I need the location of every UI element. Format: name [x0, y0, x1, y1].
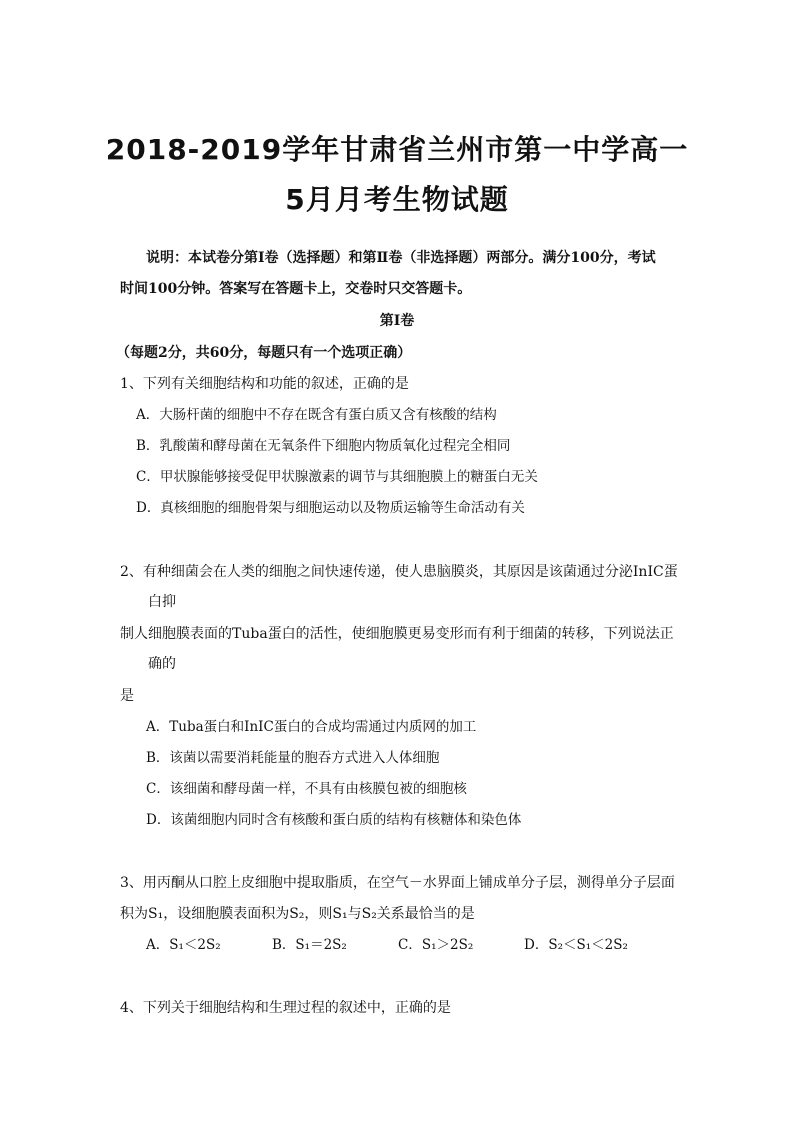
question-2-option-b: B．该菌以需要消耗能量的胞吞方式进入人体细胞	[146, 750, 440, 766]
question-2-option-d: D．该菌细胞内同时含有核酸和蛋白质的结构有核糖体和染色体	[146, 812, 522, 828]
question-3-option-a: A．S₁＜2S₂	[146, 937, 221, 953]
question-1-option-a: A．大肠杆菌的细胞中不存在既含有蛋白质又含有核酸的结构	[136, 407, 497, 423]
section-note: （每题2分，共60分，每题只有一个选项正确）	[116, 345, 412, 361]
question-1-option-b: B．乳酸菌和酵母菌在无氧条件下细胞内物质氧化过程完全相同	[136, 438, 511, 454]
question-2-stem-line3: 制人细胞膜表面的Tuba蛋白的活性，使细胞膜更易变形而有利于细菌的转移，下列说法正	[120, 626, 674, 642]
question-2-stem-line1: 2、有种细菌会在人类的细胞之间快速传递，使人患脑膜炎，其原因是该菌通过分泌InIC蛋	[120, 564, 678, 580]
question-3-stem-line2: 积为S₁，设细胞膜表面积为S₂，则S₁与S₂关系最恰当的是	[120, 906, 475, 922]
question-3-option-c: C．S₁＞2S₂	[398, 937, 474, 953]
question-1-option-c: C．甲状腺能够接受促甲状腺激素的调节与其细胞膜上的糖蛋白无关	[136, 469, 538, 485]
exam-title-line2: 5月月考生物试题	[285, 183, 509, 216]
question-3-option-d: D．S₂＜S₁＜2S₂	[524, 937, 628, 953]
section-title: 第Ⅰ卷	[379, 313, 415, 329]
instructions-line2: 时间100分钟。答案写在答题卡上，交卷时只交答题卡。	[120, 281, 472, 297]
question-1-stem: 1、下列有关细胞结构和功能的叙述，正确的是	[120, 376, 409, 392]
instructions-line1: 说明：本试卷分第Ⅰ卷（选择题）和第Ⅱ卷（非选择题）两部分。满分100分，考试	[146, 250, 656, 266]
question-2-option-a: A．Tuba蛋白和InIC蛋白的合成均需通过内质网的加工	[146, 719, 477, 735]
question-3-stem-line1: 3、用丙酮从口腔上皮细胞中提取脂质，在空气－水界面上铺成单分子层，测得单分子层面	[120, 875, 675, 891]
question-2-option-c: C．该细菌和酵母菌一样，不具有由核膜包被的细胞核	[146, 781, 467, 797]
question-4-stem: 4、下列关于细胞结构和生理过程的叙述中，正确的是	[120, 1000, 451, 1016]
question-2-stem-line4: 确的	[148, 656, 176, 672]
question-2-stem-line5: 是	[120, 688, 134, 704]
question-3-option-b: B．S₁＝2S₂	[272, 937, 347, 953]
question-2-stem-line2: 白抑	[148, 594, 176, 610]
exam-title-line1: 2018-2019学年甘肃省兰州市第一中学高一	[105, 133, 689, 166]
question-1-option-d: D．真核细胞的细胞骨架与细胞运动以及物质运输等生命活动有关	[136, 500, 525, 516]
